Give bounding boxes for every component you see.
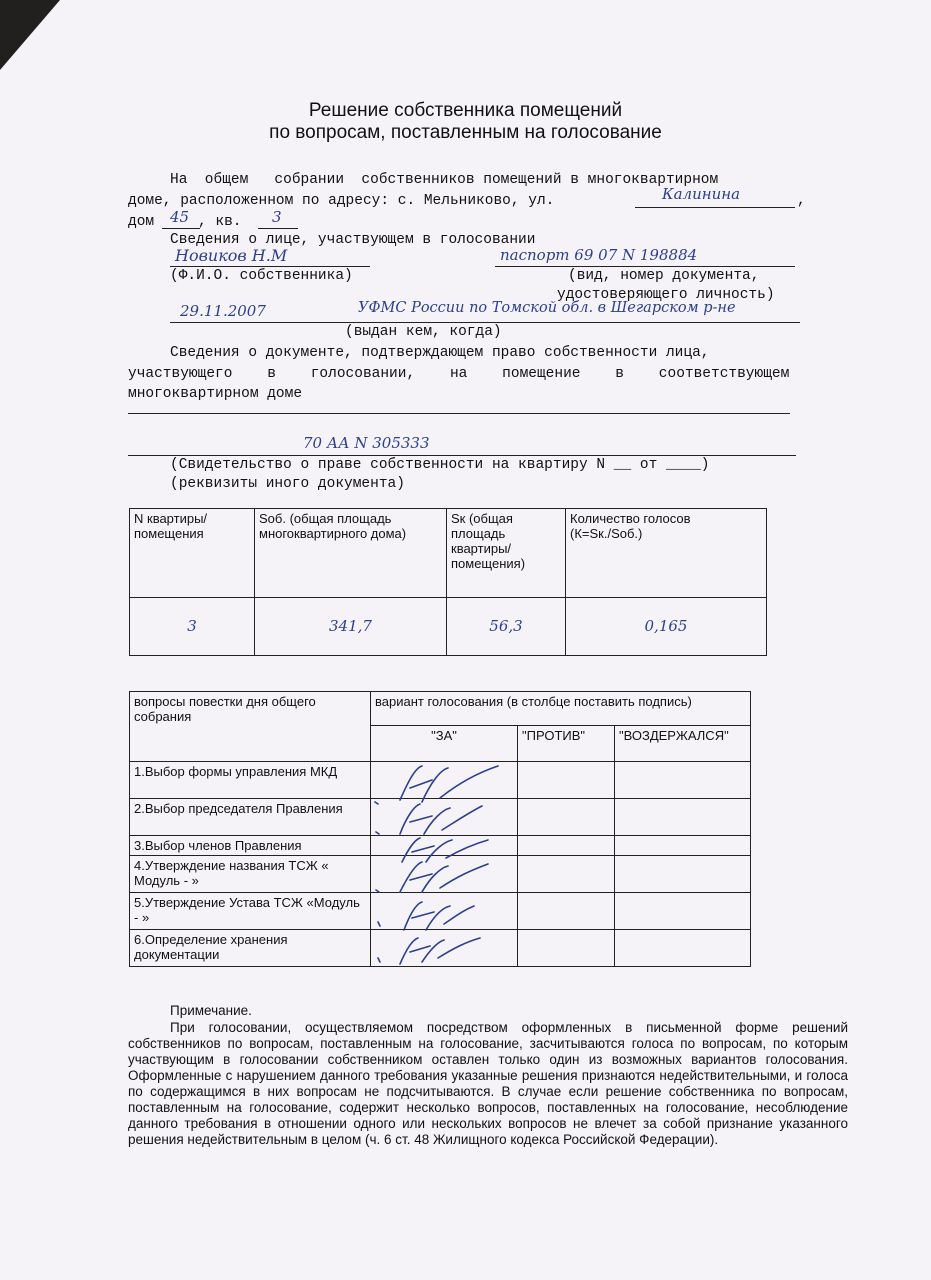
issued-date: 29.11.2007 [180, 302, 266, 320]
vote-question: 1.Выбор формы управления МКД [130, 762, 371, 799]
vote-question: 5.Утверждение Устава ТСЖ «Модуль - » [130, 893, 371, 930]
vote-cell-abstain [615, 762, 751, 799]
street-underline [635, 207, 795, 208]
owner-document-underline [495, 266, 795, 267]
area-header-votes: Количество голосов (К=Sк./Sоб.) [566, 509, 767, 598]
vote-option-against: "ПРОТИВ" [518, 726, 615, 762]
area-table [129, 508, 767, 656]
owner-name: Новиков Н.М [175, 246, 288, 265]
flat-underline [258, 228, 298, 229]
signatures-for-column [370, 758, 510, 968]
area-header-flat: N квартиры/ помещения [130, 509, 255, 598]
note-title: Примечание. [170, 1003, 252, 1018]
certificate-number: 70 АА N 305333 [303, 434, 430, 452]
vote-cell-against [518, 762, 615, 799]
house-value: 45 [170, 208, 190, 226]
ownership-blank-line [128, 413, 790, 414]
document-type-label-2: удостоверяющего личность) [557, 287, 775, 303]
document-type-label: (вид, номер документа, [568, 268, 760, 284]
scan-corner-shadow [0, 0, 60, 70]
signature-mark [375, 766, 498, 804]
vote-cell-against [518, 930, 615, 967]
vote-cell-against [518, 799, 615, 836]
vote-option-for: "ЗА" [371, 726, 518, 762]
other-document-label: (реквизиты иного документа) [170, 476, 405, 492]
issued-underline [170, 322, 800, 323]
issued-by: УФМС России по Томской обл. в Шегарском р-не [358, 300, 736, 316]
document-title-line-2: по вопросам, поставленным на голосование [269, 122, 662, 143]
issued-label: (выдан кем, когда) [345, 324, 502, 340]
vote-cell-abstain [615, 799, 751, 836]
signature-mark [402, 838, 488, 862]
certificate-underline [128, 455, 796, 456]
signature-mark [376, 862, 488, 892]
vote-header-options: вариант голосования (в столбце поставить подпись) [371, 692, 751, 726]
street-value: Калинина [662, 185, 741, 203]
ownership-line-3: многоквартирном доме [128, 386, 303, 402]
flat-value: 3 [272, 208, 282, 226]
vote-question: 2.Выбор председателя Правления [130, 799, 371, 836]
document-title-line-1: Решение собственника помещений [308, 100, 623, 121]
owner-document: паспорт 69 07 N 198884 [500, 246, 698, 264]
vote-header-questions: вопросы повестки дня общего собрания [130, 692, 371, 762]
area-value-total: 341,7 [329, 617, 372, 635]
vote-cell-against [518, 893, 615, 930]
signature-mark [376, 804, 482, 834]
area-value-flat: 3 [187, 617, 197, 635]
note-text: При голосовании, осуществляемом посредством оформленных в письменной форме решений собственников по вопросам, поставленным на голосование, засчитываются голоса по вопросам, по которым участвующим в голосовании собственником оставлен только один из возможных вариантов голосования. Оформленные с нарушением данного требования указанные решения признаются недействительными, и голоса по содержащимся в них вопросам не подсчитываются. В случае если решение собственника по вопросам, поставленным на голосование, содержит несколько вопросов, поставленных на голосование, несоблюдение данного требования в отношении одного или нескольких вопросов не влечет за собой признание указанного решения недействительным в целом (ч. 6 ст. 48 Жилищного кодекса Российской Федерации). [128, 1020, 848, 1147]
area-header-total: Sоб. (общая площадь многоквартирного дома) [255, 509, 447, 598]
vote-cell-abstain [615, 856, 751, 893]
vote-cell-against [518, 836, 615, 856]
owner-name-underline [170, 266, 370, 267]
vote-question: 3.Выбор членов Правления [130, 836, 371, 856]
signature-mark [378, 938, 480, 964]
vote-cell-abstain [615, 893, 751, 930]
fio-label: (Ф.И.О. собственника) [170, 268, 353, 284]
intro-comma: , [797, 193, 806, 209]
signature-mark [378, 902, 474, 930]
intro-line-1: На общем собрании собственников помещений в многоквартирном [170, 172, 719, 188]
house-label: дом [128, 214, 155, 230]
vote-question: 4.Утверждение названия ТСЖ « Модуль - » [130, 856, 371, 893]
area-value-votes: 0,165 [644, 617, 688, 635]
participant-header: Сведения о лице, участвующем в голосовании [170, 232, 536, 248]
vote-question: 6.Определение хранения документации [130, 930, 371, 967]
certificate-label: (Свидетельство о праве собственности на квартиру N __ от ____) [170, 457, 710, 473]
ownership-line-1: Сведения о документе, подтверждающем право собственности лица, [170, 345, 710, 361]
area-value-flat-area: 56,3 [489, 617, 523, 635]
area-header-flat-area: Sк (общая площадь квартиры/ помещения) [447, 509, 566, 598]
ownership-line-2: участвующего в голосовании, на помещение в соответствующем [128, 366, 790, 382]
vote-option-abstain: "ВОЗДЕРЖАЛСЯ" [615, 726, 751, 762]
vote-cell-abstain [615, 836, 751, 856]
flat-label: , кв. [198, 214, 242, 230]
house-underline [162, 228, 200, 229]
vote-cell-abstain [615, 930, 751, 967]
intro-line-2: доме, расположенном по адресу: с. Мельниково, ул. [128, 193, 555, 209]
vote-cell-against [518, 856, 615, 893]
